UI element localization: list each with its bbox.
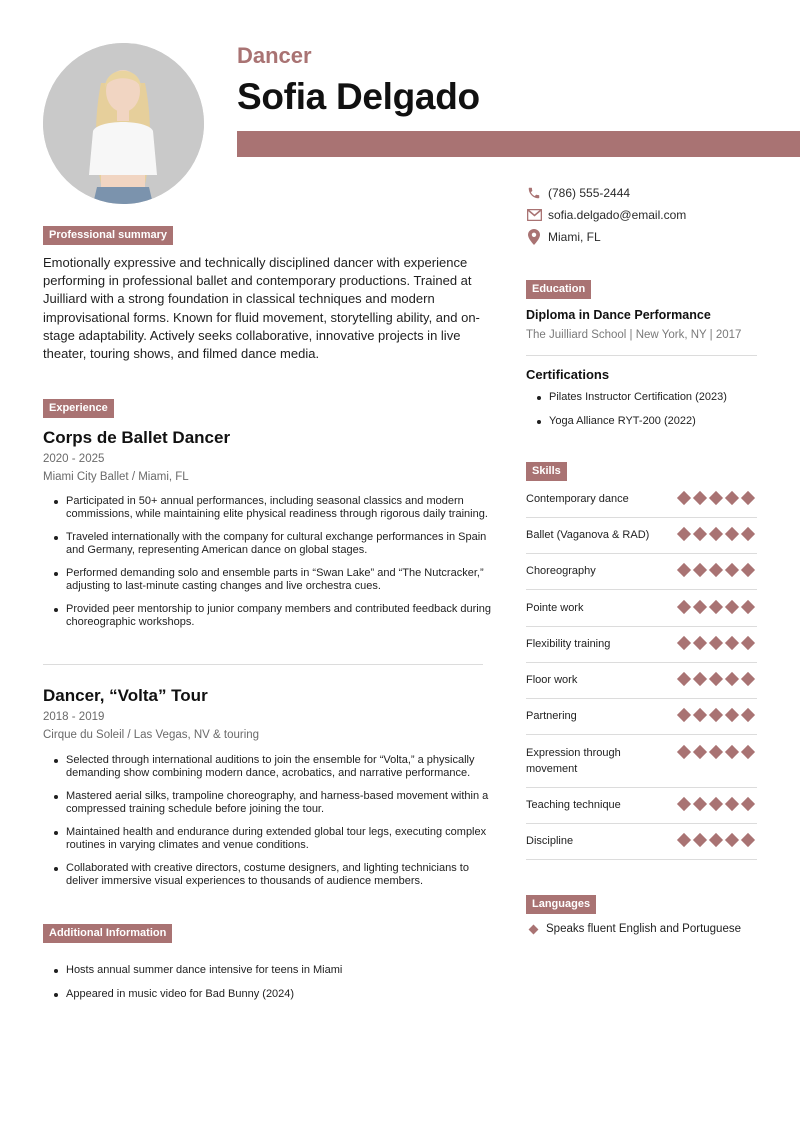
skill-divider — [526, 589, 757, 590]
skill-divider — [526, 662, 757, 663]
skill-divider — [526, 787, 757, 788]
rating-diamond-icon — [709, 636, 723, 650]
list-item: Yoga Alliance RYT-200 (2022) — [526, 415, 766, 428]
list-item: Participated in 50+ annual performances, including seasonal classics and modern commissions, while maintaining elite physical readiness through rigorous daily training. — [43, 495, 498, 521]
rating-diamond-icon — [709, 527, 723, 541]
job-bullets — [43, 754, 498, 888]
rating-diamond-icon — [741, 636, 755, 650]
job-organization: Cirque du Soleil / Las Vegas, NV & touring — [43, 729, 260, 741]
rating-diamond-icon — [725, 797, 739, 811]
rating-diamond-icon — [725, 491, 739, 505]
rating-diamond-icon — [677, 672, 691, 686]
rating-diamond-icon — [709, 797, 723, 811]
skills-heading: Skills — [526, 462, 567, 481]
skill-divider — [526, 859, 757, 860]
rating-diamond-icon — [677, 491, 691, 505]
rating-diamond-icon — [677, 797, 691, 811]
job-dates: 2020 - 2025 — [43, 453, 105, 465]
rating-diamond-icon — [709, 600, 723, 614]
skill-label: Choreography — [526, 565, 596, 577]
certifications-list — [526, 391, 766, 428]
rating-diamond-icon — [741, 600, 755, 614]
rating-diamond-icon — [693, 563, 707, 577]
skill-divider — [526, 517, 757, 518]
mail-icon — [526, 207, 542, 223]
list-item: Pilates Instructor Certification (2023) — [526, 391, 766, 404]
phone-icon — [526, 185, 542, 201]
languages-heading: Languages — [526, 895, 596, 914]
job-bullets — [43, 495, 498, 629]
rating-diamond-icon — [693, 636, 707, 650]
rating-diamond-icon — [741, 833, 755, 847]
skill-rating — [673, 710, 753, 720]
rating-diamond-icon — [709, 833, 723, 847]
list-item: Mastered aerial silks, trampoline choreography, and harness-based movement within a compressed training schedule before joining the tour. — [43, 790, 498, 816]
skill-label: Flexibility training — [526, 638, 611, 650]
skill-rating — [673, 638, 753, 648]
skill-rating — [673, 493, 753, 503]
rating-diamond-icon — [709, 563, 723, 577]
skill-rating — [673, 602, 753, 612]
rating-diamond-icon — [725, 563, 739, 577]
job-title: Corps de Ballet Dancer — [43, 428, 231, 447]
rating-diamond-icon — [677, 527, 691, 541]
list-item: Traveled internationally with the company for cultural exchange performances in Spain and Germany, representing American dance on global stages. — [43, 531, 498, 557]
skill-label: Ballet (Vaganova & RAD) — [526, 529, 650, 541]
skill-rating — [673, 747, 753, 757]
rating-diamond-icon — [741, 491, 755, 505]
skill-rating — [673, 835, 753, 845]
candidate-name: Sofia Delgado — [237, 76, 480, 117]
skill-rating — [673, 799, 753, 809]
section-divider — [43, 664, 483, 665]
list-item: Performed demanding solo and ensemble parts in “Swan Lake” and “The Nutcracker,” adjusting to last-minute casting changes and live orchestra cues. — [43, 567, 498, 593]
certifications-heading: Certifications — [526, 367, 610, 382]
rating-diamond-icon — [693, 672, 707, 686]
list-item: Provided peer mentorship to junior company members and contributed feedback during choreographic workshops. — [43, 603, 498, 629]
rating-diamond-icon — [725, 708, 739, 722]
job-dates: 2018 - 2019 — [43, 711, 105, 723]
skill-label: Partnering — [526, 710, 577, 722]
skill-divider — [526, 698, 757, 699]
skill-divider — [526, 553, 757, 554]
education-heading: Education — [526, 280, 591, 299]
list-item: Hosts annual summer dance intensive for teens in Miami — [43, 964, 498, 977]
rating-diamond-icon — [709, 745, 723, 759]
rating-diamond-icon — [725, 636, 739, 650]
rating-diamond-icon — [693, 491, 707, 505]
job-organization: Miami City Ballet / Miami, FL — [43, 471, 189, 483]
skill-label: Discipline — [526, 835, 574, 847]
skill-rating — [673, 674, 753, 684]
additional-heading: Additional Information — [43, 924, 172, 943]
rating-diamond-icon — [677, 708, 691, 722]
rating-diamond-icon — [741, 708, 755, 722]
rating-diamond-icon — [725, 833, 739, 847]
rating-diamond-icon — [677, 636, 691, 650]
skill-rating — [673, 565, 753, 575]
education-degree: Diploma in Dance Performance — [526, 308, 711, 322]
profile-photo — [43, 43, 204, 204]
rating-diamond-icon — [725, 527, 739, 541]
additional-list — [43, 964, 498, 1001]
contact-email — [526, 207, 686, 223]
rating-diamond-icon — [677, 563, 691, 577]
rating-diamond-icon — [741, 672, 755, 686]
rating-diamond-icon — [709, 491, 723, 505]
rating-diamond-icon — [677, 745, 691, 759]
email-text: sofia.delgado@email.com — [548, 208, 687, 222]
job-role: Dancer — [237, 43, 312, 68]
rating-diamond-icon — [725, 672, 739, 686]
rating-diamond-icon — [725, 600, 739, 614]
language-item — [530, 923, 741, 935]
rating-diamond-icon — [677, 833, 691, 847]
section-divider — [526, 355, 757, 356]
portrait-image — [43, 43, 204, 204]
rating-diamond-icon — [725, 745, 739, 759]
list-item: Selected through international auditions to join the ensemble for “Volta,” a physically demanding show combining modern dance, acrobatics, and narrative performance. — [43, 754, 498, 780]
rating-diamond-icon — [709, 708, 723, 722]
experience-heading: Experience — [43, 399, 114, 418]
contact-phone — [526, 185, 630, 201]
rating-diamond-icon — [693, 797, 707, 811]
skill-label: Contemporary dance — [526, 493, 629, 505]
rating-diamond-icon — [693, 600, 707, 614]
rating-diamond-icon — [741, 745, 755, 759]
header-accent-bar — [237, 131, 800, 157]
rating-diamond-icon — [741, 563, 755, 577]
rating-diamond-icon — [693, 708, 707, 722]
list-item: Collaborated with creative directors, costume designers, and lighting technicians to deliver immersive visual experiences to thousands of audience members. — [43, 862, 498, 888]
phone-text: (786) 555-2444 — [548, 186, 631, 200]
rating-diamond-icon — [693, 745, 707, 759]
skill-rating — [673, 529, 753, 539]
rating-diamond-icon — [741, 527, 755, 541]
contact-location — [526, 229, 601, 245]
list-item: Appeared in music video for Bad Bunny (2024) — [43, 988, 498, 1001]
diamond-bullet-icon — [529, 924, 539, 934]
education-meta: The Juilliard School | New York, NY | 2017 — [526, 329, 742, 341]
skill-divider — [526, 823, 757, 824]
rating-diamond-icon — [741, 797, 755, 811]
rating-diamond-icon — [709, 672, 723, 686]
list-item: Maintained health and endurance during extended global tour legs, executing complex routines in varying climates and venue conditions. — [43, 826, 498, 852]
language-text: Speaks fluent English and Portuguese — [546, 923, 741, 935]
rating-diamond-icon — [693, 833, 707, 847]
skill-divider — [526, 734, 757, 735]
rating-diamond-icon — [693, 527, 707, 541]
skill-divider — [526, 626, 757, 627]
summary-heading: Professional summary — [43, 226, 173, 245]
location-pin-icon — [526, 229, 542, 245]
skill-label: Floor work — [526, 674, 578, 686]
skill-label: Teaching technique — [526, 799, 621, 811]
skill-label: Expression through movement — [526, 747, 621, 775]
summary-text: Emotionally expressive and technically disciplined dancer with experience performing in professional ballet and contemporary productions. Trained at Juilliard with a strong foundation in classical techniques and modern improvisational forms. Known for fluid movement, storytelling ability, and on-stage adaptability. Actively seeks collaborative, innovative projects in live theater, touring shows, and filmed dance media. — [43, 255, 480, 362]
rating-diamond-icon — [677, 600, 691, 614]
job-title: Dancer, “Volta” Tour — [43, 686, 208, 705]
location-text: Miami, FL — [548, 230, 601, 244]
skill-label: Pointe work — [526, 602, 584, 614]
